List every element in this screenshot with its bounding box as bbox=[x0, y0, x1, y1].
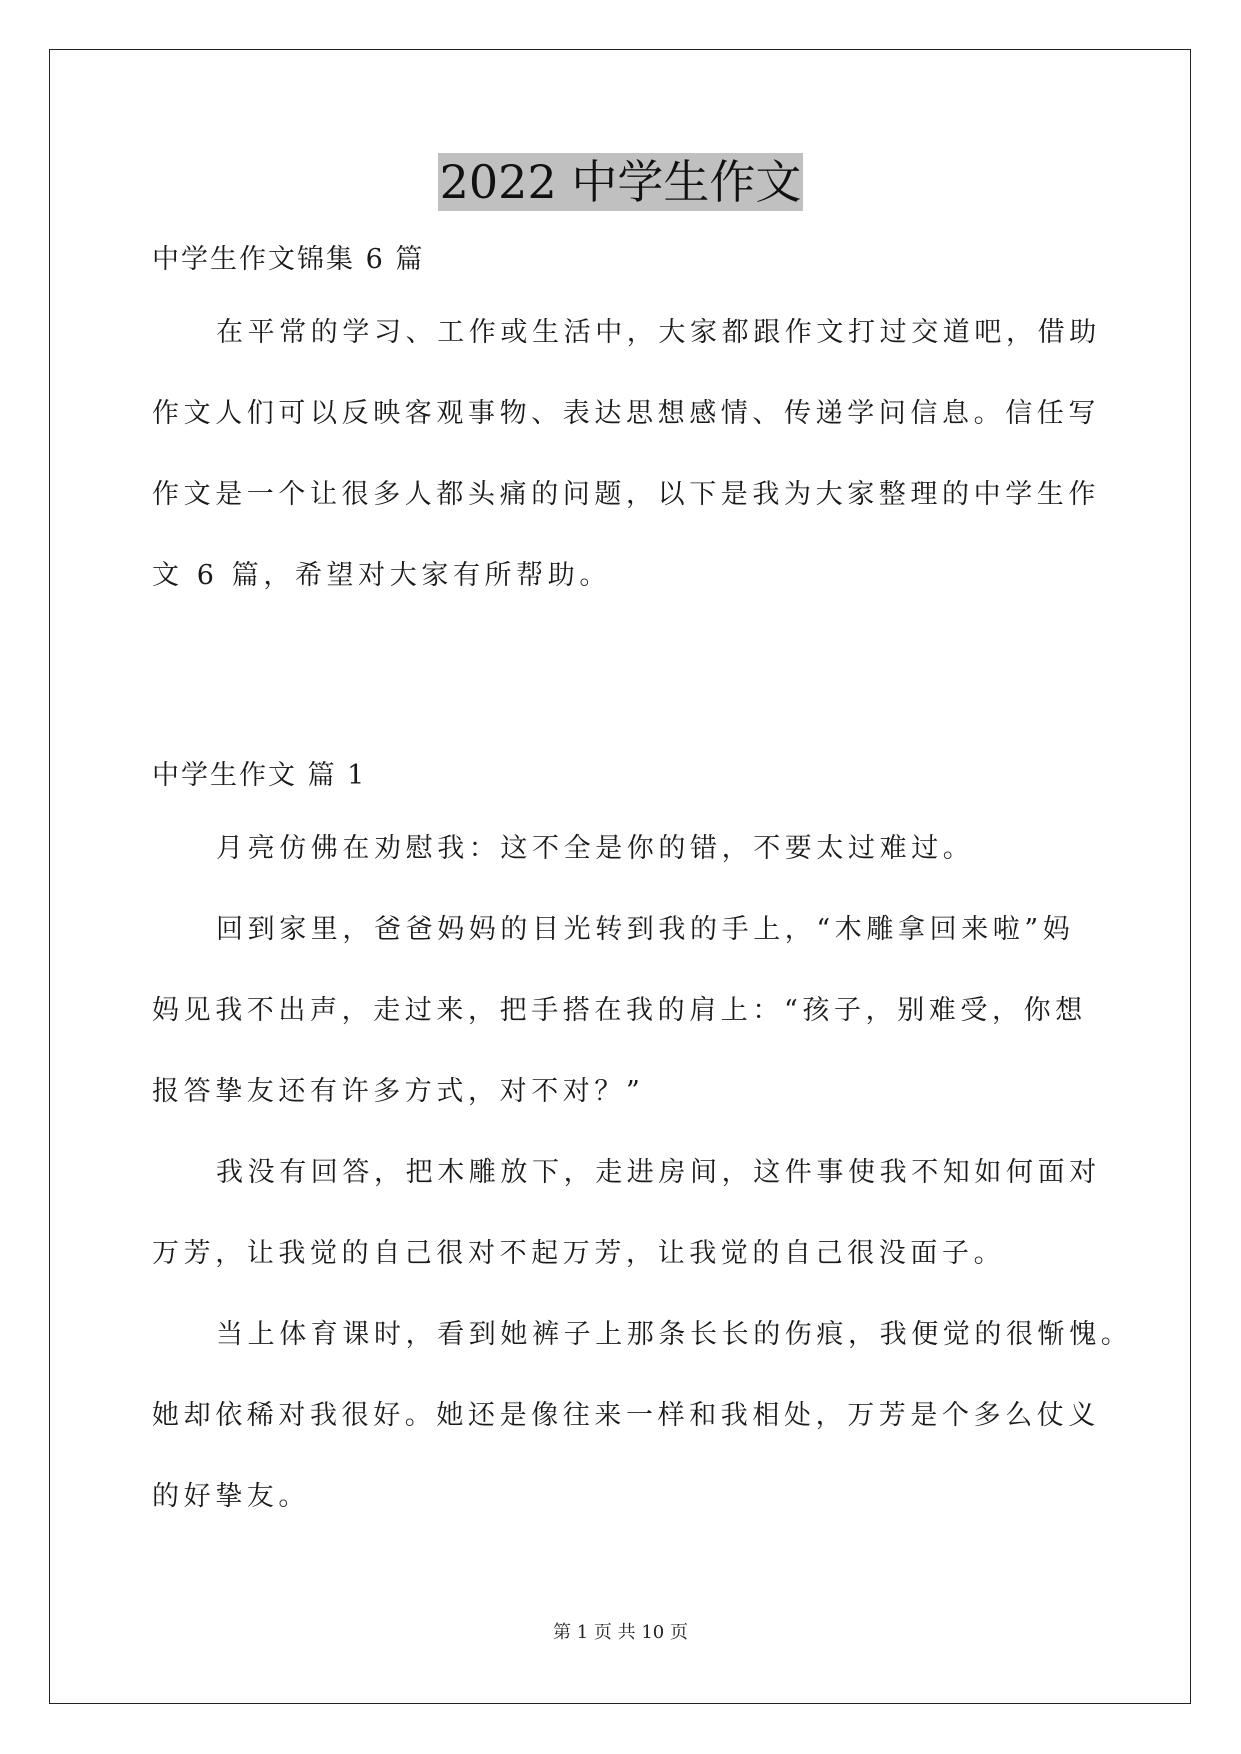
body-line: 回到家里，爸爸妈妈的目光转到我的手上，“木雕拿回来啦”妈 bbox=[216, 914, 1075, 945]
intro-paragraph bbox=[152, 292, 1101, 616]
intro-line: 文 6 篇，希望对大家有所帮助。 bbox=[152, 560, 611, 591]
document-subtitle: 中学生作文锦集 6 篇 bbox=[152, 244, 425, 275]
intro-line: 作文是一个让很多人都头痛的问题，以下是我为大家整理的中学生作 bbox=[152, 479, 1100, 510]
body-line: 当上体育课时，看到她裤子上那条长长的伤痕，我便觉的很惭愧。 bbox=[216, 1319, 1133, 1350]
body-line: 报答挚友还有许多方式，对不对？” bbox=[152, 1076, 645, 1107]
intro-line: 作文人们可以反映客观事物、表达思想感情、传递学问信息。信任写 bbox=[152, 398, 1100, 429]
essay-body bbox=[152, 808, 1133, 1537]
intro-line: 在平常的学习、工作或生活中，大家都跟作文打过交道吧，借助 bbox=[216, 317, 1101, 348]
body-line: 月亮仿佛在劝慰我：这不全是你的错，不要太过难过。 bbox=[216, 833, 975, 864]
body-line: 的好挚友。 bbox=[152, 1481, 310, 1512]
document-title: 2022 中学生作文 bbox=[439, 155, 802, 209]
section-heading: 中学生作文 篇 1 bbox=[152, 760, 367, 791]
body-line: 妈见我不出声，走过来，把手搭在我的肩上：“孩子，别难受，你想 bbox=[152, 995, 1087, 1026]
page-number-footer: 第 1 页 共 10 页 bbox=[553, 1622, 688, 1643]
body-line: 她却依稀对我很好。她还是像往来一样和我相处，万芳是个多么仗义 bbox=[152, 1400, 1100, 1431]
body-line: 我没有回答，把木雕放下，走进房间，这件事使我不知如何面对 bbox=[216, 1157, 1101, 1188]
body-line: 万芳，让我觉的自己很对不起万芳，让我觉的自己很没面子。 bbox=[152, 1238, 1006, 1269]
title-container bbox=[0, 153, 1241, 211]
